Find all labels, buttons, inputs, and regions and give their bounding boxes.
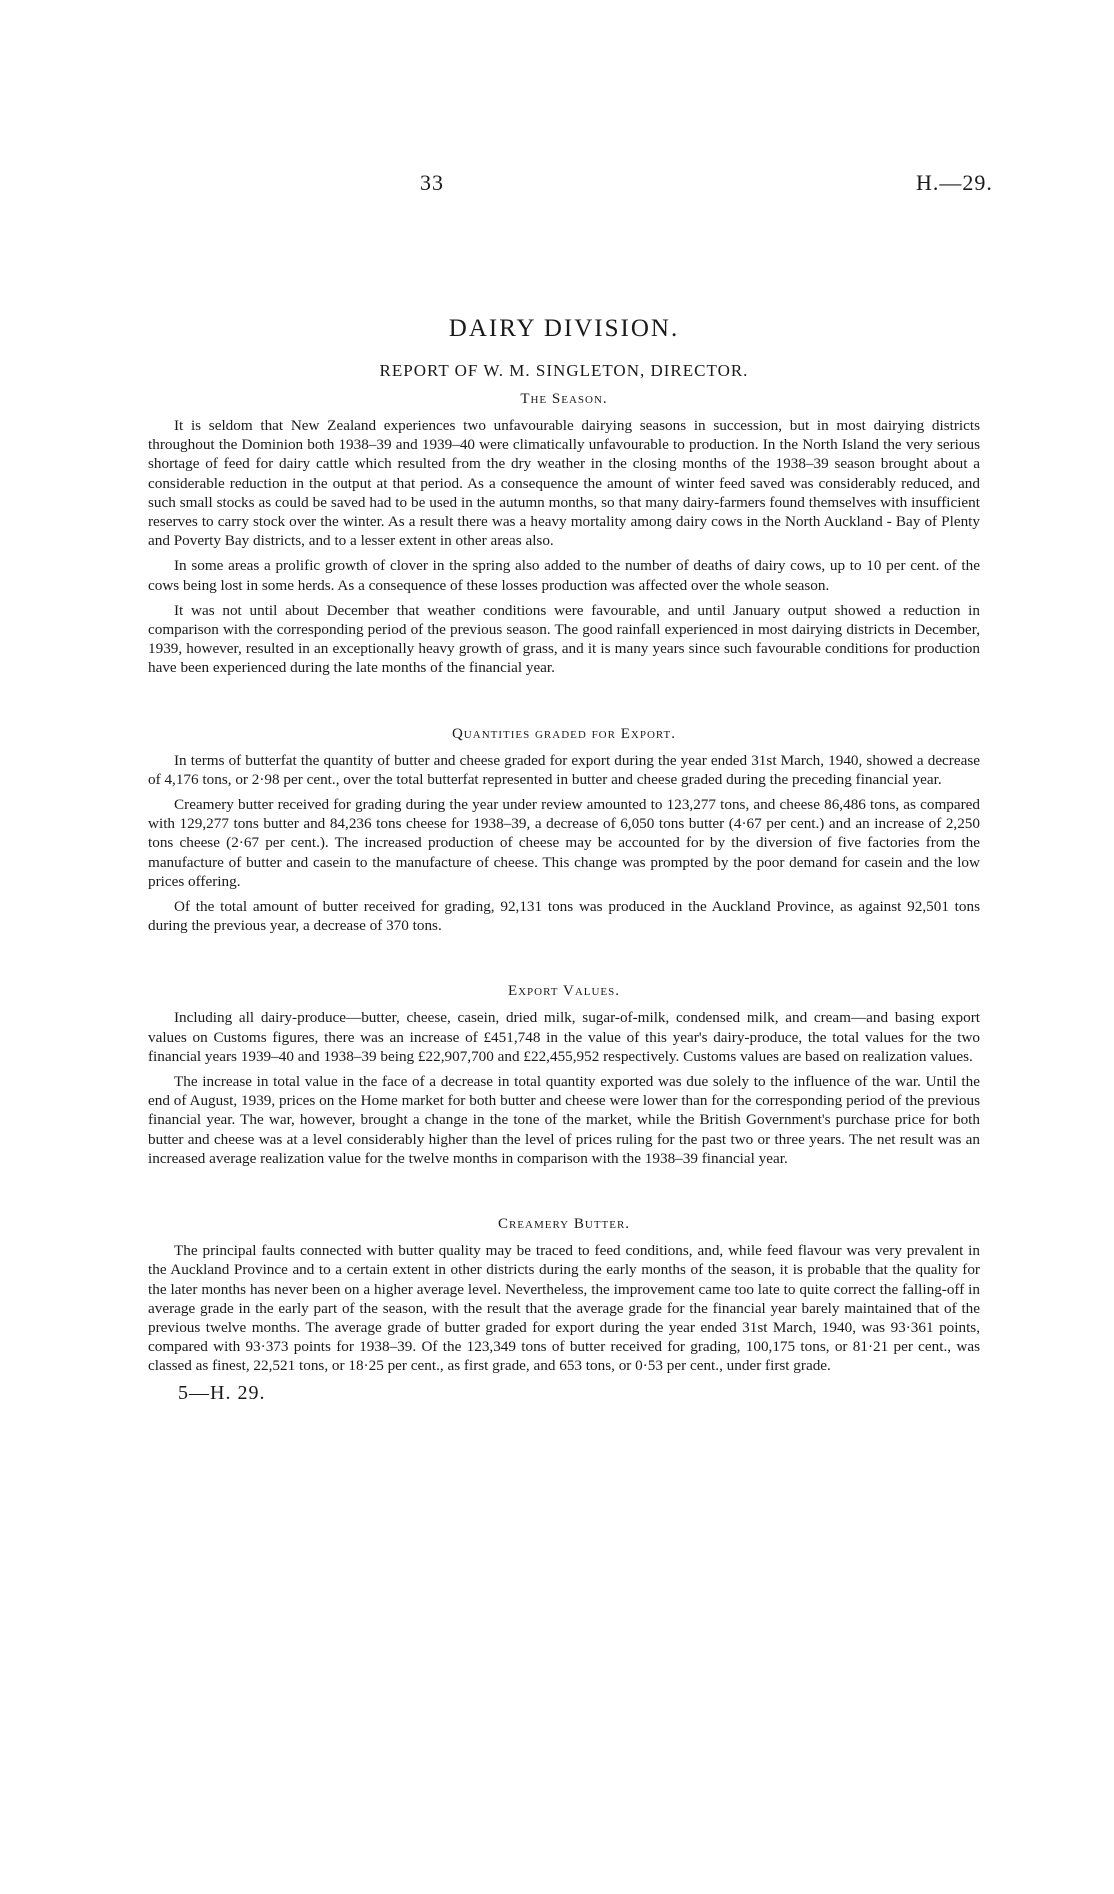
page-number: 33 — [420, 170, 444, 195]
paragraph: The increase in total value in the face of a decrease in total quantity exported was due solely to the influence of the war. Until the end of August, 1939, prices on the Home market for both butter and cheese were lower than for the corresponding period of the previous financial year. The war, however, brought a change in the tone of the market, while the British Government's purchase price for both butter and cheese was at a level considerably higher than the level of prices ruling for the past two or three years. The net result was an increased average realization value for the twelve months in comparison with the 1938–39 financial year. — [148, 1073, 980, 1167]
paragraph: Including all dairy-produce—butter, cheese, casein, dried milk, sugar-of-milk, condensed milk, and cream—and basing export values on Customs figures, there was an increase of £451,748 in the value of this year's dairy-produce, the total values for the two financial years 1939–40 and 1938–39 being £22,907,700 and £22,455,952 respectively. Customs values are based on realization values. — [148, 1009, 980, 1065]
section-export-values — [148, 983, 980, 1168]
paragraph: Of the total amount of butter received for grading, 92,131 tons was produced in the Auckland Province, as against 92,501 tons during the previous year, a decrease of 370 tons. — [148, 898, 980, 935]
page-header — [0, 170, 1114, 200]
section-heading: Creamery Butter. — [497, 1216, 631, 1233]
page-title: DAIRY DIVISION. — [448, 315, 680, 342]
paragraph: In terms of butterfat the quantity of butter and cheese graded for export during the year ended 31st March, 1940, showed a decrease of 4,176 tons, or 2·98 per cent., over the total butterfat represented in butter and cheese graded during the preceding financial year. — [148, 751, 980, 788]
section-heading: The Season. — [520, 391, 608, 407]
page-signature: 5—H. 29. — [178, 1381, 266, 1404]
paragraph: The principal faults connected with butter quality may be traced to feed conditions, and, while feed flavour was very prevalent in the Auckland Province and to a certain extent in other districts during the early months of the season, it is probable that the quality for the later months has never been on a higher average level. Nevertheless, the improvement came too late to quite correct the falling-off in average grade in the early part of the season, with the result that the average grade for the financial year barely maintained that of the previous twelve months. The average grade of butter graded for export during the year ended 31st March, 1940, was 93·361 points, compared with 93·373 points for 1938–39. Of the 123,349 tons of butter received for grading, 100,175 tons, or 81·21 per cent., was classed as finest, 22,521 tons, or 18·25 per cent., as first grade, and 653 tons, or 0·53 per cent., under first grade. — [148, 1242, 980, 1375]
paragraph: It is seldom that New Zealand experiences two unfavourable dairying seasons in succession, but in most dairying districts throughout the Dominion both 1938–39 and 1939–40 were climatically unfavourable to production. In the North Island the very serious shortage of feed for dairy cattle which resulted from the dry weather in the closing months of the 1938–39 season brought about a considerable reduction in the output at that period. As a consequence the amount of winter feed saved was considerably reduced, and such small stocks as could be saved had to be used in the autumn months, so that many dairy-farmers found themselves with insufficient reserves to carry stock over the winter. As a result there was a heavy mortality among dairy cows in the North Auckland - Bay of Plenty and Poverty Bay districts, and to a lesser extent in other areas also. — [148, 417, 980, 550]
section-heading: Export Values. — [507, 983, 621, 1000]
section-quantities-graded — [148, 726, 980, 936]
section-the-season — [148, 391, 980, 678]
report-subtitle: REPORT OF W. M. SINGLETON, DIRECTOR. — [379, 361, 749, 380]
section-heading: Quantities graded for Export. — [451, 725, 677, 742]
paragraph: In some areas a prolific growth of clover in the spring also added to the number of deaths of dairy cows, up to 10 per cent. of the cows being lost in some herds. As a consequence of these losses production was affected over the whole season. — [148, 557, 980, 594]
paragraph: Creamery butter received for grading during the year under review amounted to 123,277 tons, and cheese 86,486 tons, as compared with 129,277 tons butter and 84,236 tons cheese for 1938–39, a decrease of 6,050 tons butter (4·67 per cent.) and an increase of 2,250 tons cheese (2·67 per cent.). The increased production of cheese may be accounted for by the diversion of five factories from the manufacture of butter and casein to the manufacture of cheese. This change was prompted by the poor demand for casein and the low prices offering. — [148, 796, 980, 890]
document-reference: H.—29. — [916, 170, 993, 195]
section-creamery-butter — [148, 1216, 980, 1375]
report-body — [148, 315, 980, 1405]
paragraph: It was not until about December that weather conditions were favourable, and until January output showed a reduction in comparison with the corresponding period of the previous season. The good rainfall experienced in most dairying districts in December, 1939, however, resulted in an exceptionally heavy growth of grass, and it is many years since such favourable conditions for production have been experienced during the late months of the financial year. — [148, 601, 980, 677]
